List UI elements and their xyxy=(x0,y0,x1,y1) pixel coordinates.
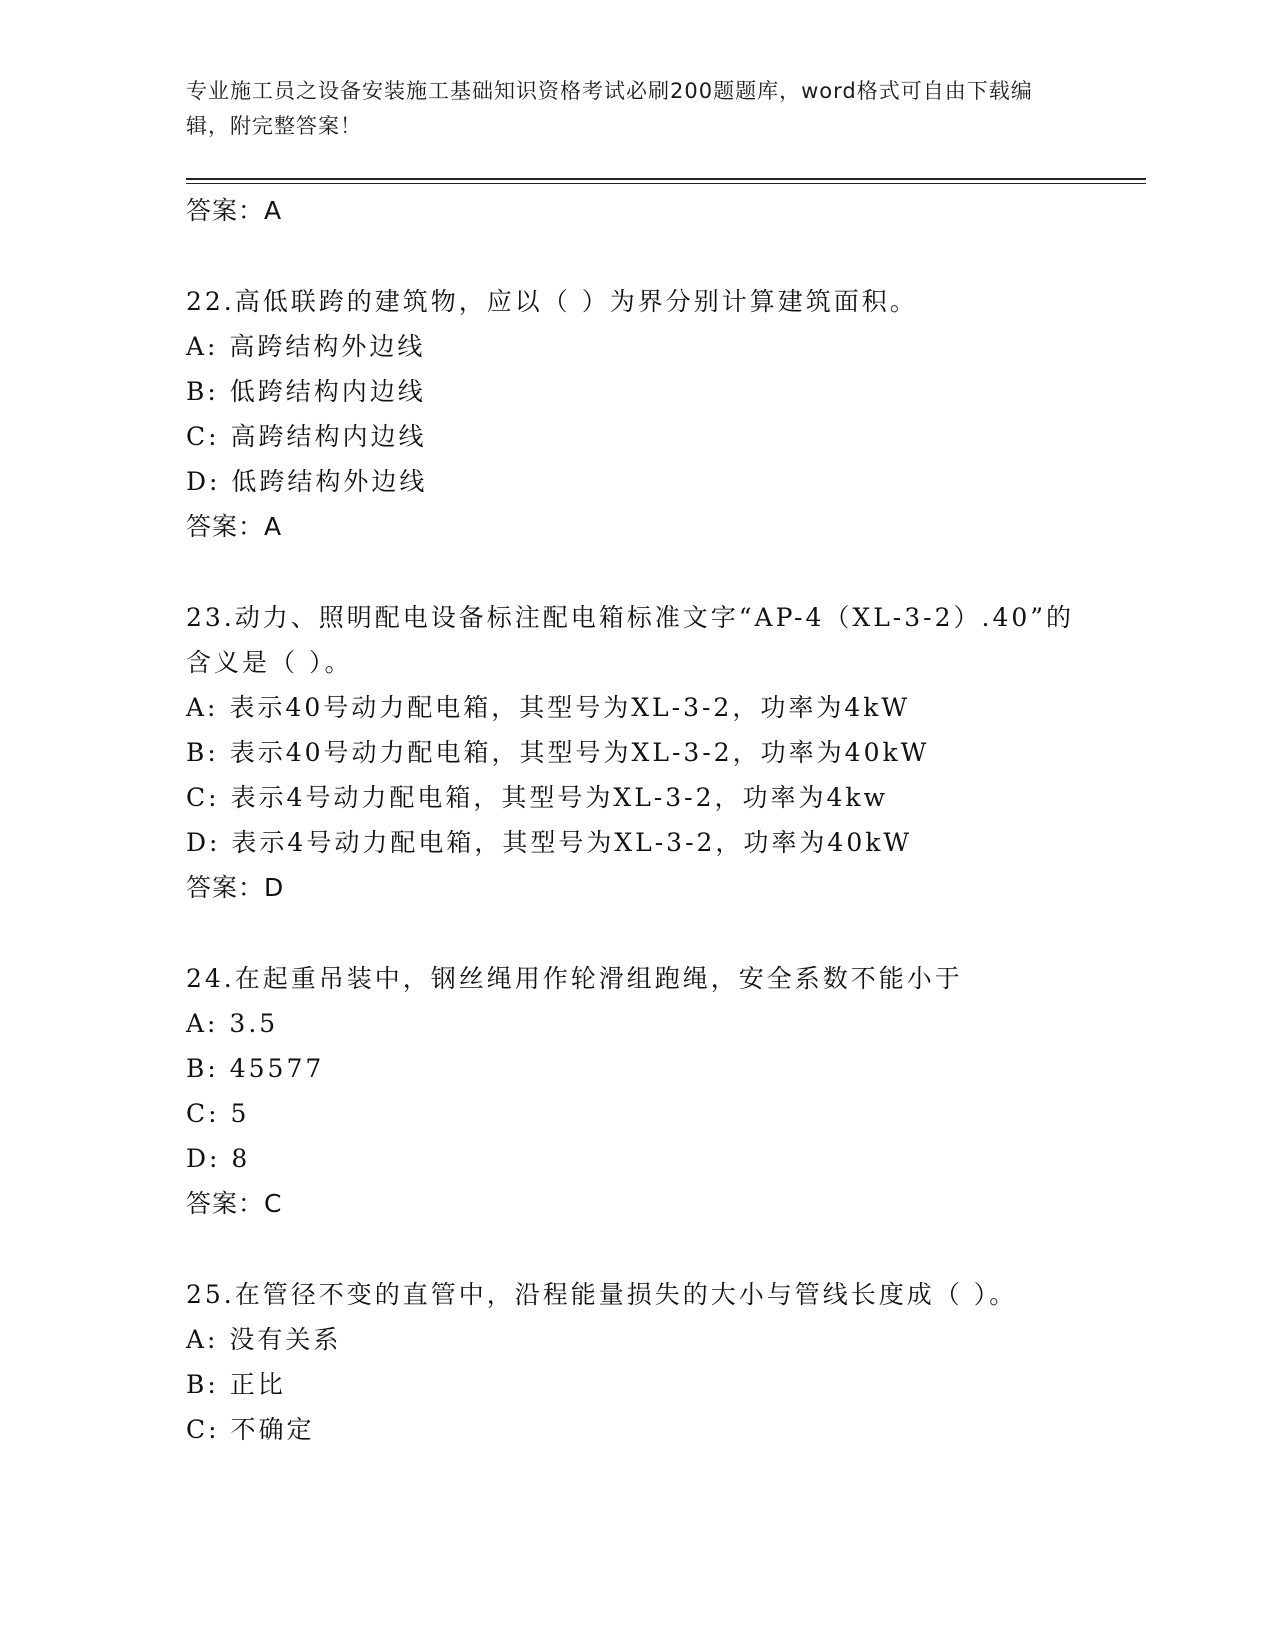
header-divider-thick xyxy=(186,178,1146,180)
option-line: B: 正比 xyxy=(186,1370,286,1399)
option-line: B: 表示40号动力配电箱，其型号为XL-3-2，功率为40kW xyxy=(186,738,930,767)
option-line: C: 表示4号动力配电箱，其型号为XL-3-2，功率为4kw xyxy=(186,783,888,812)
option-line: A: 表示40号动力配电箱，其型号为XL-3-2，功率为4kW xyxy=(186,693,911,722)
option-line: D: 低跨结构外边线 xyxy=(186,467,428,496)
option-line: D: 表示4号动力配电箱，其型号为XL-3-2，功率为40kW xyxy=(186,828,913,857)
answer-line: 答案：A xyxy=(186,512,283,541)
option-line: C: 不确定 xyxy=(186,1415,315,1444)
option-line: B: 低跨结构内边线 xyxy=(186,377,426,406)
answer-line: 答案：D xyxy=(186,873,285,902)
option-line: C: 5 xyxy=(186,1099,250,1128)
option-line: C: 高跨结构内边线 xyxy=(186,422,427,451)
answer-line: 答案：C xyxy=(186,1189,283,1218)
question-text: 25.在管径不变的直管中，沿程能量损失的大小与管线长度成（ ）。 xyxy=(186,1280,1018,1309)
question-list xyxy=(186,188,1146,1452)
option-line: A: 没有关系 xyxy=(186,1325,342,1354)
block-spacer xyxy=(186,233,1146,279)
option-line: A: 3.5 xyxy=(186,1009,279,1038)
block-spacer xyxy=(186,1226,1146,1272)
option-line: D: 8 xyxy=(186,1144,251,1173)
answer-line: 答案：A xyxy=(186,196,283,225)
option-line: A: 高跨结构外边线 xyxy=(186,332,426,361)
question-text: 22.高低联跨的建筑物，应以（ ）为界分别计算建筑面积。 xyxy=(186,287,918,316)
question-text: 24.在起重吊装中，钢丝绳用作轮滑组跑绳，安全系数不能小于 xyxy=(186,964,963,993)
document-page xyxy=(186,0,1146,1650)
block-spacer xyxy=(186,910,1146,956)
block-spacer xyxy=(186,549,1146,595)
option-line: B: 45577 xyxy=(186,1054,325,1083)
header-divider-thin xyxy=(186,183,1146,184)
document-header: 专业施工员之设备安装施工基础知识资格考试必刷200题题库，word格式可自由下载编辑，附完整答案！ xyxy=(186,79,1033,138)
question-text: 23.动力、照明配电设备标注配电箱标准文字“AP-4（XL-3-2）.40”的含义是（ ）。 xyxy=(186,603,1075,677)
